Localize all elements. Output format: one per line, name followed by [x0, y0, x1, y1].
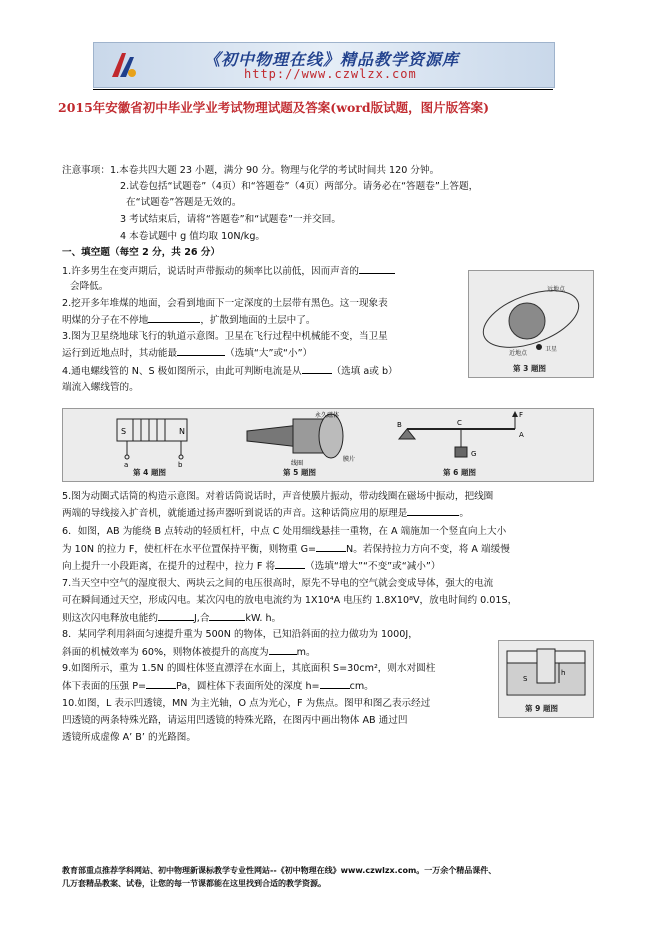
q2-text-end: ，扩散到地面的土层中了。	[200, 315, 316, 326]
q6-text: 为 10N 的拉力 F，使杠杆在水平位置保持平衡，则物重 G=	[62, 544, 317, 555]
q7-text-mid: J,合	[193, 613, 210, 624]
fig6-b: B	[397, 421, 402, 429]
q6-text-2: 向上提升一小段距离，在提升的过程中，拉力 F 将	[62, 561, 276, 572]
q5-text-end: 。	[459, 508, 469, 519]
q3-text-end: （选填“大”或“小”）	[225, 348, 313, 359]
figures-4-5-6	[62, 408, 594, 482]
q7-blank-2	[209, 611, 245, 621]
figure-4-caption: 第 4 题图	[133, 468, 166, 477]
figure-3	[468, 270, 594, 378]
q9-text-mid: Pa，圆柱体下表面所处的深度 h=	[176, 681, 320, 692]
site-logo-icon	[108, 49, 138, 81]
note-2a: 2.试卷包括“试题卷”（4页）和“答题卷”（4页）两部分。请务必在“答题卷”上答题，	[120, 181, 479, 192]
q6-text-mid: N。若保持拉力方向不变，将 A 端缓慢	[346, 544, 510, 555]
q7-blank-1	[158, 611, 194, 621]
figure-3-caption: 第 3 题图	[513, 364, 546, 373]
page-footer	[62, 864, 622, 890]
figure-9-caption: 第 9 题图	[525, 704, 558, 713]
footer-line-2: 几万套精品教案、试卷，让您的每一节课都能在这里找到合适的教学资源。	[62, 879, 326, 888]
q6-text-end: （选填“增大”“不变”或“减小”）	[305, 561, 441, 572]
q9-text: 体下表面的压强 P=	[62, 681, 147, 692]
q8-blank	[269, 645, 297, 655]
page-title: 2015年安徽省初中毕业学业考试物理试题及答案(word版试题，图片版答案)	[58, 100, 490, 115]
q10-line2: 凹透镜的两条特殊光路，请运用凹透镜的特殊光路，在图丙中画出物体 AB 通过凹	[62, 715, 408, 726]
q1-blank	[359, 264, 395, 274]
note-3: 3 考试结束后，请将“答题卷”和“试题卷”一并交回。	[120, 214, 341, 225]
q4-line1	[62, 364, 398, 378]
q9-blank-1	[146, 679, 176, 689]
q9-blank-2	[320, 679, 350, 689]
label-near: 近地点	[509, 350, 528, 357]
q2-line1: 2.挖开多年堆煤的地面，会看到地面下一定深度的土层带有黑色。这一现象表	[62, 298, 388, 309]
q3-blank	[177, 346, 225, 356]
q8-text-end: m。	[296, 647, 316, 658]
fig5-coil: 线圈	[291, 460, 304, 467]
q6-blank-2	[275, 559, 305, 569]
q4-text-end: （选填 a或 b）	[331, 366, 398, 377]
orbit-diagram	[469, 271, 593, 377]
fig4-a: a	[124, 461, 129, 469]
figure-5-caption: 第 5 题图	[283, 468, 316, 477]
fig6-f: F	[519, 411, 524, 419]
note-1: 注意事项：1.本卷共四大题 23 小题，满分 90 分。物理与化学的考试时间共 120 分钟。	[62, 165, 440, 176]
header-rule	[93, 89, 553, 90]
fig9-h: h	[561, 669, 566, 677]
q6-blank-1	[316, 542, 346, 552]
q5-blank	[407, 506, 459, 516]
q9-text-end: cm。	[349, 681, 374, 692]
banner-title: 《初中物理在线》精品教学资源库	[204, 50, 460, 69]
section-heading: 一、填空题（每空 2 分，共 26 分）	[62, 247, 221, 258]
q1-line1	[62, 264, 395, 278]
q10-line3: 透镜所成虚像 A’ B’ 的光路图。	[62, 732, 196, 743]
q4-blank	[302, 364, 332, 374]
q6-line3	[62, 559, 440, 573]
figure-9	[498, 640, 594, 718]
q8-text: 斜面的机械效率为 60%，则物体被提升的高度为	[62, 647, 269, 658]
fig9-s: S	[523, 675, 528, 683]
label-far: 远地点	[547, 286, 566, 293]
q4-text: 4.通电螺线管的 N、S 极如图所示，由此可判断电流是从	[62, 366, 302, 377]
q7-text-end: kW. h。	[245, 613, 282, 624]
fig4-n: N	[179, 427, 185, 436]
q2-text: 明煤的分子在不停地	[62, 315, 149, 326]
q9-line2	[62, 679, 374, 693]
q3-line1: 3.图为卫星绕地球飞行的轨道示意图。卫星在飞行过程中机械能不变，当卫星	[62, 331, 388, 342]
fig6-c: C	[457, 419, 462, 427]
q5-text: 两端的导线接入扩音机，就能通过扬声器听到说话的声音。这种话筒应用的原理是	[62, 508, 408, 519]
site-banner	[93, 42, 555, 88]
q5-line2	[62, 506, 469, 520]
note-4: 4 本卷试题中 g 值均取 10N/kg。	[120, 231, 265, 242]
q6-line1: 6．如图，AB 为能绕 B 点转动的轻质杠杆，中点 C 处用细线悬挂一重物，在 A 端施加一个竖直向上大小	[62, 526, 507, 537]
note-2b: 在“试题卷”答题是无效的。	[126, 197, 242, 208]
q7-text: 则这次闪电释放电能约	[62, 613, 158, 624]
footer-line-1: 教育部重点推荐学科网站、初中物理新课标教学专业性网站--《初中物理在线》www.czwlzx.com。一万余个精品课件、	[62, 866, 497, 875]
figure-6-caption: 第 6 题图	[443, 468, 476, 477]
q5-line1: 5.图为动圈式话筒的构造示意图。对着话筒说话时，声音使膜片振动，带动线圈在磁场中振动，把线圈	[62, 491, 494, 502]
banner-url[interactable]: http://www.czwlzx.com	[244, 67, 417, 81]
fig6-g: G	[471, 450, 477, 458]
q9-line1: 9.如图所示，重为 1.5N 的圆柱体竖直漂浮在水面上，其底面积 S=30cm²，则水对圆柱	[62, 663, 436, 674]
fig4-b: b	[178, 461, 183, 469]
fig5-diaphragm: 膜片	[343, 456, 356, 463]
q2-blank	[148, 313, 200, 323]
q7-line3	[62, 611, 281, 625]
q7-line1: 7.当天空中空气的湿度很大、两块云之间的电压很高时，原先不导电的空气就会变成导体，强大的电流	[62, 578, 494, 589]
q4-line2: 端流入螺线管的。	[62, 382, 139, 393]
q3-text: 运行到近地点时，其动能最	[62, 348, 178, 359]
q7-line2: 可在瞬间通过天空，形成闪电。某次闪电的放电电流约为 1X10⁴A 电压约 1.8X10⁸V，放电时间约 0.01S，	[62, 595, 518, 606]
q10-line1: 10.如图，L 表示凹透镜，MN 为主光轴，O 点为光心，F 为焦点。图甲和图乙表示经过	[62, 698, 431, 709]
fig4-s: S	[121, 427, 127, 436]
label-sat: 卫星	[545, 346, 558, 353]
fig5-magnet: 永久磁体	[315, 412, 340, 419]
q6-line2	[62, 542, 510, 556]
q2-line2	[62, 313, 315, 327]
q1-line2: 会降低。	[70, 281, 109, 292]
q8-line1: 8．某同学利用斜面匀速提升重为 500N 的物体，已知沿斜面的拉力做功为 1000J，	[62, 629, 418, 640]
fig6-a: A	[519, 431, 524, 439]
q1-text: 1.许多男生在变声期后，说话时声带振动的频率比以前低，因而声音的	[62, 266, 359, 277]
q8-line2	[62, 645, 316, 659]
q3-line2	[62, 346, 312, 360]
